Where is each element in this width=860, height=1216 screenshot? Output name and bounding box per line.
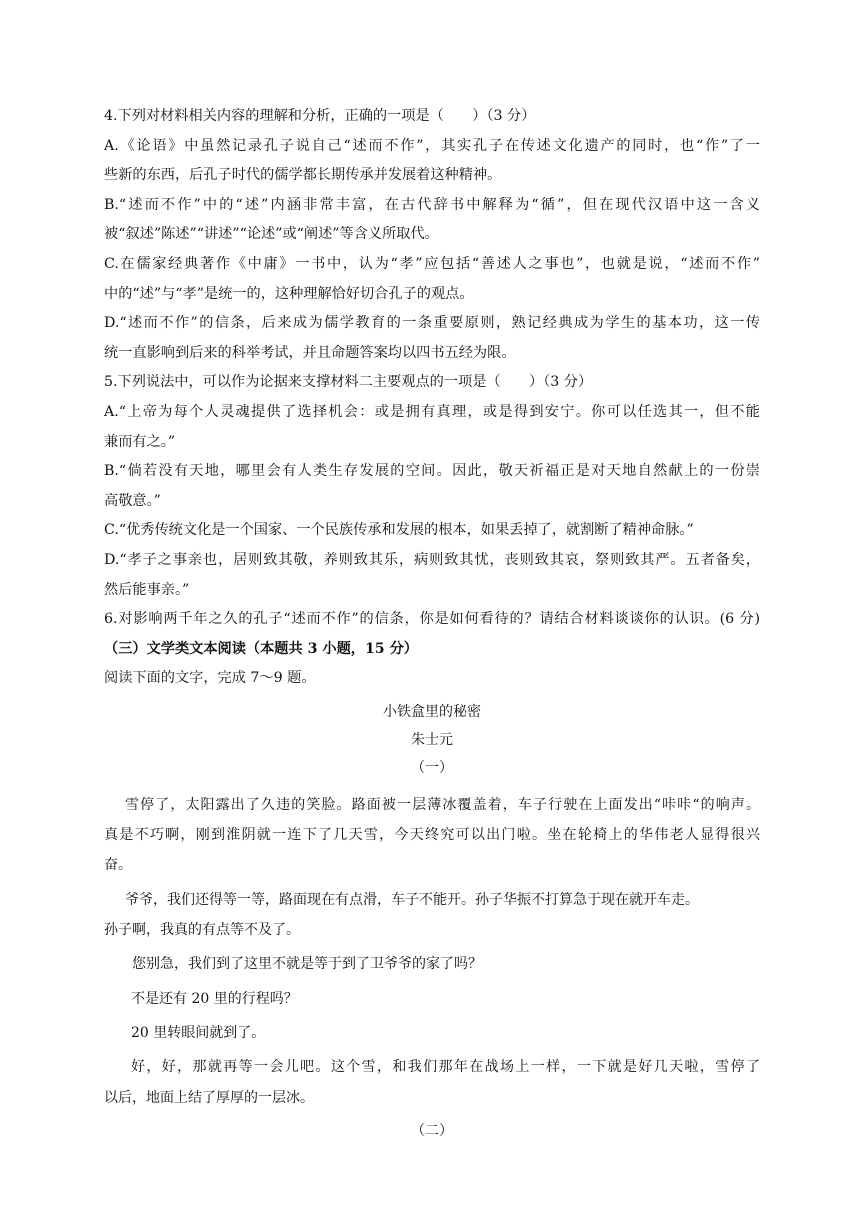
question-5-option-d-line-2: 然后能事亲。” [104,581,190,598]
question-4-option-d-line-1: D.“述而不作”的信条，后来成为儒学教育的一条重要原则，熟记经典成为学生的基本功，这一传 [104,315,760,332]
question-5-option-a-line-1: A.“上帝为每个人灵魂提供了选择机会：或是拥有真理，或是得到安宁。你可以任选其一，但不能 [104,403,760,420]
story-paragraph-2-line-1: 爷爷，我们还得等一等，路面现在有点滑，车子不能开。孙子华振不打算急于现在就开车走。 [125,891,699,908]
question-4-option-c-line-2: 中的“述”与“孝”是统一的，这种理解恰好切合孔子的观点。 [104,285,474,302]
question-4 [104,102,760,368]
section-3-heading: （三）文学类文本阅读（本题共 3 小题，15 分） [104,640,418,657]
question-5 [104,368,760,605]
story [104,694,760,1145]
question-5-option-b-line-1: B.“倘若没有天地，哪里会有人类生存发展的空间。因此，敬天祈福正是对天地自然献上的一份崇 [104,463,760,480]
question-5-stem: 5.下列说法中，可以作为论据来支撑材料二主要观点的一项是（ ）（3 分） [104,374,593,391]
story-paragraph-4: 不是还有 20 里的行程吗？ [131,990,298,1007]
story-author: 朱士元 [411,731,453,748]
question-5-option-a-line-2: 兼而有之。” [104,433,176,450]
section-3-instruction: 阅读下面的文字，完成 7～9 题。 [104,670,316,687]
story-paragraph-6-line-2: 以后，地面上结了厚厚的一层冰。 [104,1089,314,1106]
question-4-option-a-line-1: A.《论语》中虽然记录孔子说自己“述而不作”，其实孔子在传述文化遗产的同时，也“作”了一 [104,137,760,154]
question-4-option-b-line-1: B.“述而不作”中的“述”内涵非常丰富，在古代辞书中解释为“循”，但在现代汉语中这一含义 [104,196,760,213]
story-paragraph-1-line-2: 真是不巧啊，刚到淮阴就一连下了几天雪，今天终究可以出门啦。坐在轮椅上的华伟老人显得很兴 [104,827,760,844]
story-paragraph-5: 20 里转眼间就到了。 [131,1024,266,1041]
story-paragraph-6-line-1: 好，好，那就再等一会儿吧。这个雪，和我们那年在战场上一样，一下就是好几天啦，雪停了 [131,1059,760,1076]
document-page [104,102,760,1145]
question-4-option-c-line-1: C.在儒家经典著作《中庸》一书中，认为“孝”应包括“善述人之事也”，也就是说，“述而不作” [104,255,760,272]
question-4-option-d-line-2: 统一直影响到后来的科举考试，并且命题答案均以四书五经为限。 [104,344,516,361]
question-5-option-b-line-2: 高敬意。” [104,492,161,509]
story-title: 小铁盒里的秘密 [383,703,481,720]
story-part-1-heading: （一） [411,759,453,776]
question-6-stem: 6.对影响两千年之久的孔子“述而不作”的信条，你是如何看待的？请结合材料谈谈你的认识。(6 分) [104,611,760,628]
question-4-option-a-line-2: 些新的东西，后孔子时代的儒学都长期传承并发展着这种精神。 [104,167,502,184]
story-paragraph-1-line-1: 雪停了，太阳露出了久违的笑脸。路面被一层薄冰覆盖着，车子行驶在上面发出“咔咔“的响声。 [125,796,760,813]
story-paragraph-1-line-3: 奋。 [104,857,132,874]
question-4-stem: 4.下列对材料相关内容的理解和分析，正确的一项是（ ）（3 分） [104,108,536,124]
story-paragraph-3: 您别急，我们到了这里不就是等于到了卫爷爷的家了吗？ [132,956,482,973]
question-5-option-c: C.“优秀传统文化是一个国家、一个民族传承和发展的根本，如果丢掉了，就割断了精神命脉。” [104,522,694,539]
question-4-option-b-line-2: 被“叙述”陈述”“讲述”“论述”或“阐述”等含义所取代。 [104,226,439,243]
story-paragraph-2-line-2: 孙子啊，我真的有点等不及了。 [104,922,300,939]
story-part-2-heading: （二） [411,1122,453,1139]
question-5-option-d-line-1: D.“孝子之事亲也，居则致其敬，养则致其乐，病则致其忧，丧则致其哀，祭则致其严。五者备矣， [104,551,760,568]
